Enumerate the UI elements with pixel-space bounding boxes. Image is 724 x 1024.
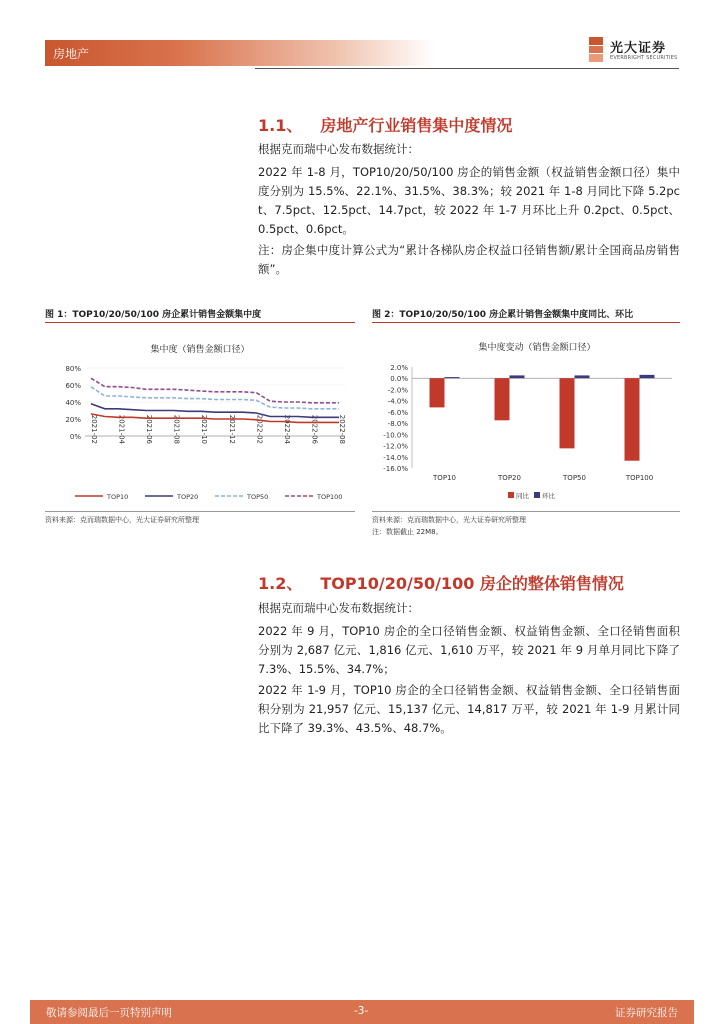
bar-top10-yoy	[430, 378, 445, 407]
bar-top20-mom	[510, 375, 525, 378]
chart-2-title: 集中度变动（销售金额口径）	[478, 343, 596, 353]
brand-subtitle: EVERBRIGHT SECURITIES	[610, 55, 678, 61]
x-tick-label: 2022-04	[282, 414, 291, 444]
figure-2-bar-chart	[372, 330, 680, 508]
legend-label-top100: TOP100	[317, 493, 343, 501]
legend-swatch-mom	[534, 492, 540, 498]
x-tick-label: 2022-02	[255, 414, 264, 444]
legend-label-top20: TOP20	[177, 493, 199, 501]
y-tick-label: -14.0%	[383, 453, 408, 462]
y-tick-label: -12.0%	[383, 442, 408, 451]
section-1-paragraph-1: 根据克而瑞中心发布数据统计：	[258, 142, 419, 156]
brand-logo-icon	[588, 36, 606, 64]
header-rule	[255, 68, 679, 69]
x-tick-label: 2021-04	[117, 414, 126, 444]
figure-1-line-chart	[45, 330, 355, 508]
header-bar	[45, 40, 435, 66]
x-tick-label: 2022-06	[310, 414, 319, 444]
section-2-title	[258, 571, 624, 594]
y-tick-label: 20%	[65, 416, 81, 424]
section-2-heading: TOP10/20/50/100 房企的整体销售情况	[320, 574, 624, 593]
section-1-number: 1.1、	[258, 116, 303, 135]
legend-label-top10: TOP10	[107, 493, 129, 501]
x-tick-label: 2021-02	[90, 414, 98, 444]
section-1-note: 注：房企集中度计算公式为“累计各梯队房企权益口径销售额/累计全国商品房销售额”。	[258, 243, 680, 276]
section-1-heading: 房地产行业销售集中度情况	[320, 116, 513, 135]
section-2-paragraph-2: 2022 年 9 月，TOP10 房企的全口径销售金额、权益销售金额、全口径销售面积分别为 2,687 亿元、1,816 亿元、1,610 万平，较 2021 年 9 月单月同比下降了 7.3%、15.5%、34.7%；	[258, 624, 680, 676]
brand-name: 光大证券	[610, 41, 667, 56]
figure-1-bottom-rule	[45, 511, 355, 512]
section-2-paragraph-1: 根据克而瑞中心发布数据统计：	[258, 601, 419, 615]
section-2-number: 1.2、	[258, 574, 303, 593]
bar-top20-yoy	[495, 378, 510, 420]
section-2-paragraph-3: 2022 年 1-9 月，TOP10 房企的全口径销售金额、权益销售金额、全口径销售面积分别为 21,957 亿元、15,137 亿元、14,817 万平，较 2021 年 1-9 月累计同比下降了 39.3%、43.5%、48.7%。	[258, 683, 680, 735]
figure-2-title: 图 2：TOP10/20/50/100 房企累计销售金额集中度同比、环比	[372, 310, 634, 320]
bar-top100-yoy	[625, 378, 640, 460]
figure-2-note: 注：数据截止 22M8。	[372, 528, 443, 536]
figure-1-top-rule	[45, 322, 355, 323]
y-tick-label: 0.0%	[390, 375, 408, 384]
x-tick-label: 2021-10	[200, 414, 209, 444]
series-line-top50	[91, 387, 339, 409]
bar-top50-mom	[575, 375, 590, 378]
y-tick-label: 0%	[69, 433, 81, 441]
bar-chart-svg	[372, 330, 680, 508]
x-tick-label: 2021-08	[172, 414, 181, 444]
y-tick-label: -8.0%	[387, 420, 408, 429]
legend-label-mom: 环比	[542, 492, 555, 500]
figure-2-top-rule	[372, 322, 680, 323]
line-chart-svg	[45, 330, 355, 508]
y-tick-label: 80%	[65, 365, 81, 373]
y-tick-label: 60%	[65, 382, 81, 390]
footer-report-type: 证券研究报告	[615, 1007, 678, 1019]
y-tick-label: -2.0%	[387, 386, 408, 395]
footer-page-number: -3-	[354, 1005, 369, 1017]
figure-2-bottom-rule	[372, 511, 680, 512]
series-line-top20	[91, 404, 339, 418]
chart-1-title: 集中度（销售金额口径）	[150, 345, 250, 355]
bar-top100-mom	[640, 375, 655, 378]
y-tick-label: -6.0%	[387, 408, 408, 417]
y-tick-label: -16.0%	[383, 465, 408, 473]
series-line-top10	[91, 414, 339, 423]
section-1-paragraph-2: 2022 年 1-8 月，TOP10/20/50/100 房企的销售金额（权益销售金额口径）集中度分别为 15.5%、22.1%、31.5%、38.3%；较 2021 年 1-8 月同比下降 5.2pct、7.5pct、12.5pct、14.7pct，较 2022 年 1-7 月环比上升 0.2pct、0.5pct、0.5pct、0.6pct。	[258, 165, 680, 236]
y-tick-label: 40%	[65, 399, 81, 407]
bar-top10-mom	[445, 377, 460, 378]
x-tick-label: 2022-08	[338, 414, 346, 444]
x-tick-label: 2021-12	[227, 414, 236, 444]
figure-1-title: 图 1：TOP10/20/50/100 房企累计销售金额集中度	[45, 310, 262, 320]
legend-swatch-yoy	[508, 492, 514, 498]
header-category: 房地产	[53, 47, 90, 61]
y-tick-label: 2.0%	[390, 364, 408, 372]
x-tick-label: TOP100	[625, 474, 654, 482]
footer-disclaimer: 敬请参阅最后一页特别声明	[46, 1007, 172, 1019]
legend-label-top50: TOP50	[247, 493, 269, 501]
x-tick-label: 2021-06	[145, 414, 154, 444]
x-tick-label: TOP20	[498, 474, 521, 482]
footer-bar	[30, 1000, 694, 1024]
legend-label-yoy: 同比	[516, 492, 529, 500]
y-tick-label: -10.0%	[383, 431, 408, 440]
y-tick-label: -4.0%	[387, 397, 408, 406]
x-tick-label: TOP50	[563, 474, 586, 482]
bar-top50-yoy	[560, 378, 575, 448]
x-tick-label: TOP10	[433, 474, 456, 482]
figure-1-source: 资料来源：克而瑞数据中心，光大证券研究所整理	[45, 516, 199, 524]
figure-2-source: 资料来源：克而瑞数据中心，光大证券研究所整理	[372, 516, 526, 524]
brand-logo	[588, 36, 698, 66]
section-1-title	[258, 113, 512, 136]
